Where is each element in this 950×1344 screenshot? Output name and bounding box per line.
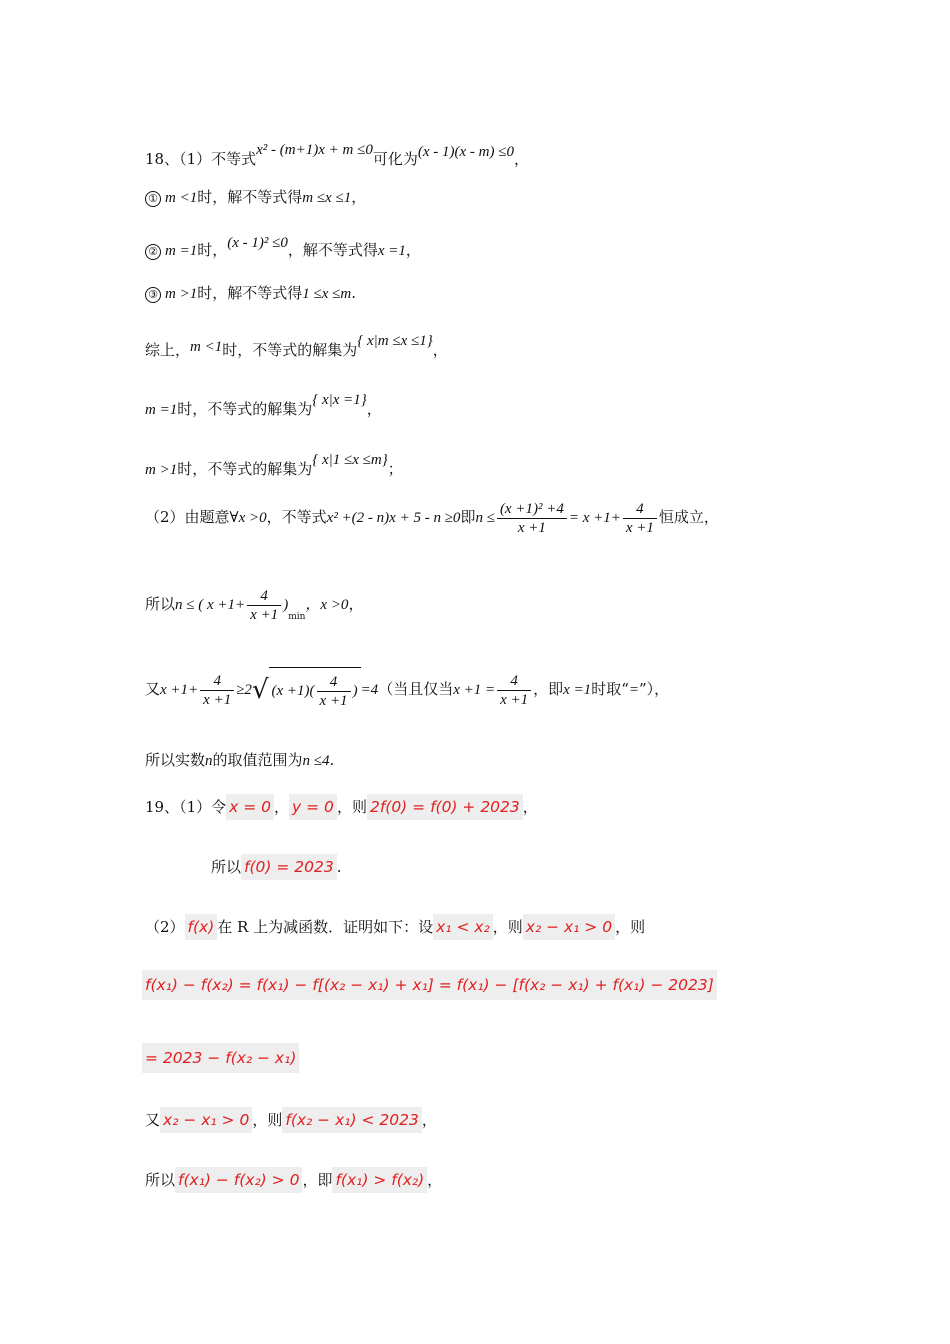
text: f(0) = 2023: [241, 854, 337, 880]
text: 4: [317, 673, 351, 692]
text: ，即: [533, 680, 564, 698]
text: ，: [427, 1171, 443, 1189]
text: 所以: [211, 858, 242, 876]
q19-label: 19、（1）令: [145, 798, 227, 816]
text: 时，不等式的解集为: [222, 341, 358, 359]
q18-case-3: [145, 283, 356, 304]
text: 4: [497, 672, 531, 691]
text: 4: [247, 587, 281, 606]
text: f(x₁) − f(x₂) = f(x₁) − f[(x₂ − x₁) + x₁] = f(x₁) − [f(x₂ − x₁) + f(x₁) − 2023]: [142, 970, 717, 1000]
text: ，: [366, 400, 382, 418]
q18-inequality: x² - (m+1)x + m ≤0: [256, 142, 373, 158]
fraction: [623, 500, 657, 537]
q18-summary-2: [145, 390, 382, 420]
math: ≥2: [236, 682, 252, 698]
solution-set: { x|1 ≤x ≤m}: [312, 452, 388, 468]
text: ，则: [492, 918, 523, 936]
math: x =1: [377, 243, 406, 259]
text: 在 R 上为减函数．证明如下：设: [217, 918, 434, 936]
q18-part-2: [145, 497, 719, 538]
math: ): [283, 597, 289, 613]
text: x +1: [625, 519, 654, 536]
text: 即: [460, 508, 476, 526]
text: ，则: [252, 1111, 283, 1129]
fraction: [317, 673, 351, 710]
solution-set: { x|m ≤x ≤1}: [357, 333, 433, 349]
text: y = 0: [289, 794, 337, 820]
q19-line-7: [145, 1170, 442, 1190]
text: 又: [145, 1111, 161, 1129]
text: ”），: [638, 680, 670, 698]
text: （2）由题意: [145, 508, 230, 526]
math: m ≤x ≤1: [302, 190, 352, 206]
math: n ≤: [475, 510, 495, 526]
math: n: [205, 753, 213, 769]
text: 又: [145, 680, 161, 698]
text: .: [351, 284, 356, 302]
math: m <1: [190, 339, 223, 355]
math: n ≤4: [302, 753, 330, 769]
text: x +1: [319, 692, 348, 709]
math: m =1: [165, 243, 198, 259]
q18-summary-1: [145, 331, 448, 360]
text: ，: [274, 798, 290, 816]
text: 4: [200, 672, 234, 691]
circled-number: ①: [145, 191, 161, 207]
text: x +1: [203, 691, 232, 708]
math: = x +1+: [568, 510, 621, 526]
math: x +1 =: [453, 682, 496, 698]
text: （2）: [145, 918, 185, 936]
text: ，则: [336, 798, 367, 816]
text: ，: [432, 341, 448, 359]
text: f(x): [185, 914, 218, 940]
square-root: [269, 667, 361, 714]
text: ，解不等式得: [287, 241, 378, 259]
math: n ≤ ( x +1+: [175, 597, 246, 613]
text: 时，解不等式得: [197, 188, 303, 206]
text: x +1: [250, 606, 279, 623]
solution-set: { x|x =1}: [312, 392, 367, 408]
text: min: [288, 612, 306, 622]
math: (x - 1)² ≤0: [227, 235, 288, 251]
math: =4: [360, 682, 379, 698]
text: x₂ − x₁ > 0: [523, 914, 615, 940]
text: ，: [513, 150, 529, 168]
q18-label: 18、（1）不等式: [145, 150, 257, 168]
text: x₁ < x₂: [433, 914, 493, 940]
math: x =1: [563, 682, 592, 698]
text: .: [336, 858, 342, 876]
q19-line-1: [145, 797, 538, 817]
text: 所以: [145, 595, 176, 613]
text: 的取值范围为: [212, 751, 303, 769]
q19-line-4: [142, 975, 717, 995]
q18-again: 又x +1+ $\frac{4}{x +1}$ ≥2√ (x +1)( $\frac{4}{x +1}$ ) =4（当且仅当x +1 = $\frac{4}{x +1}$ ，即x =1时取“=”），: [145, 666, 669, 714]
text: ，: [421, 1111, 437, 1129]
circled-number: ③: [145, 287, 161, 303]
text: 时，不等式的解集为: [177, 400, 313, 418]
text: 可化为: [372, 150, 418, 168]
q18-line-1: [145, 140, 529, 169]
math: m >1: [165, 286, 198, 302]
math: x² +(2 - n)x + 5 - n ≥0: [326, 510, 461, 526]
math: m <1: [165, 190, 198, 206]
q19-line-2: [211, 857, 342, 877]
q18-summary-3: [145, 450, 403, 480]
text: ，: [405, 241, 421, 259]
math: x +1+: [160, 682, 199, 698]
text: （当且仅当: [378, 680, 454, 698]
text: ，不等式: [266, 508, 327, 526]
text: x +1: [517, 519, 546, 536]
math: 1 ≤x ≤m: [302, 286, 352, 302]
text: 综上，: [145, 341, 191, 359]
q18-case-1: [145, 187, 366, 208]
math: ∀x >0: [229, 510, 267, 526]
fraction: [497, 500, 567, 537]
q19-line-3: [145, 917, 645, 937]
math: m =1: [145, 402, 178, 418]
text: 所以: [145, 1171, 176, 1189]
q18-so-1: [145, 582, 363, 639]
text: ，: [522, 798, 538, 816]
text: 所以实数: [145, 751, 206, 769]
fraction: [200, 672, 234, 709]
text: 时取“: [591, 680, 629, 698]
text: 时，: [197, 241, 228, 259]
text: 时，解不等式得: [197, 284, 303, 302]
q18-case-2: [145, 233, 421, 261]
text: ，即: [302, 1171, 333, 1189]
circled-number: ②: [145, 244, 161, 260]
text: x = 0: [226, 794, 274, 820]
text: f(x₂ − x₁) < 2023: [282, 1107, 421, 1133]
text: ，: [351, 188, 367, 206]
text: x₂ − x₁ > 0: [160, 1107, 252, 1133]
q19-line-6: [145, 1110, 437, 1130]
text: .: [329, 751, 335, 769]
text: ，: [348, 595, 364, 613]
text: x +1: [500, 691, 529, 708]
text: ): [352, 682, 358, 699]
fraction: [497, 672, 531, 709]
text: (x +1)² +4: [497, 500, 567, 519]
text: ，则: [615, 918, 646, 936]
math: m >1: [145, 462, 178, 478]
text: 时，不等式的解集为: [177, 460, 313, 478]
text: ；: [387, 460, 403, 478]
text: f(x₁) > f(x₂): [332, 1167, 427, 1193]
q18-final: [145, 750, 334, 771]
text: 2f(0) = f(0) + 2023: [367, 794, 523, 820]
math: =: [628, 682, 639, 698]
text: f(x₁) − f(x₂) > 0: [175, 1167, 302, 1193]
text: = 2023 − f(x₂ − x₁): [142, 1043, 299, 1073]
text: 恒成立，: [658, 508, 719, 526]
fraction: [247, 587, 281, 624]
q18-factored: (x - 1)(x - m) ≤0: [417, 144, 514, 160]
text: (x +1)(: [271, 682, 315, 699]
text: 4: [623, 500, 657, 519]
math: ，x >0: [305, 597, 349, 613]
q19-line-5: [142, 1048, 299, 1068]
